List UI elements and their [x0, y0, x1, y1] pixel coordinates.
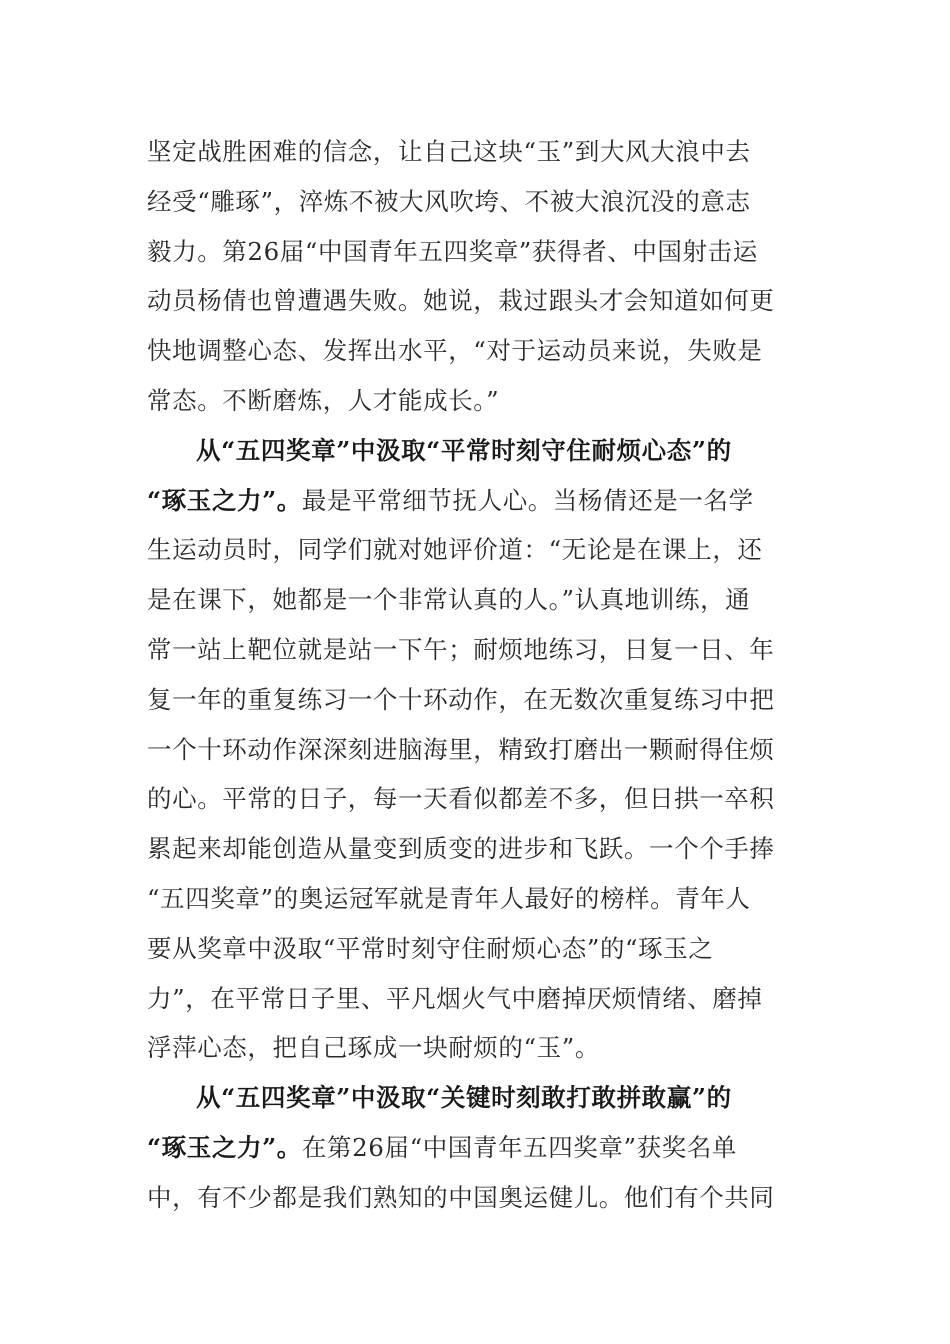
paragraph-3 [147, 1073, 797, 1222]
text-line: 累起来却能创造从量变到质变的进步和飞跃。一个个手捧 [147, 834, 775, 864]
text-line: 常一站上靶位就是站一下午；耐烦地练习，日复一日、年 [147, 634, 775, 664]
document-body [147, 127, 797, 1223]
paragraph-1 [147, 127, 797, 426]
paragraph-2 [147, 426, 797, 1073]
paragraph-heading: 从“五四奖章”中汲取“关键时刻敢打敢拼敢赢”的 [196, 1083, 732, 1113]
text-line: 经受“雕琢”，淬炼不被大风吹垮、不被大浪沉没的意志 [147, 186, 751, 216]
paragraph-heading: 从“五四奖章”中汲取“平常时刻守住耐烦心态”的 [196, 435, 732, 465]
text-line: 是在课下，她都是一个非常认真的人。”认真地训练，通 [147, 585, 751, 615]
text-line [147, 1123, 797, 1173]
text-line: 毅力。第26届“中国青年五四奖章”获得者、中国射击运 [147, 236, 758, 266]
text-line: 生运动员时，同学们就对她评价道：“无论是在课上，还 [147, 535, 763, 565]
text-line: 力”，在平常日子里、平凡烟火气中磨掉厌烦情绪、磨掉 [147, 983, 763, 1013]
text-line: 一个十环动作深深刻进脑海里，精致打磨出一颗耐得住烦 [147, 734, 775, 764]
text-line: 坚定战胜困难的信念，让自己这块“玉”到大风大浪中去 [147, 137, 751, 166]
text-line: 动员杨倩也曾遭遇失败。她说，栽过跟头才会知道如何更 [147, 286, 775, 316]
text-line: 中，有不少都是我们熟知的中国奥运健儿。他们有个共同 [147, 1182, 775, 1212]
paragraph-heading-end: “琢玉之力”。 [147, 485, 302, 515]
text-line: 的心。平常的日子，每一天看似都差不多，但日拱一卒积 [147, 784, 775, 814]
text-line: 浮萍心态，把自己琢成一块耐烦的“玉”。 [147, 1033, 600, 1063]
text-line: 复一年的重复练习一个十环动作，在无数次重复练习中把 [147, 684, 775, 714]
paragraph-heading-end: “琢玉之力”。 [147, 1132, 302, 1162]
text-line: “五四奖章”的奥运冠军就是青年人最好的榜样。青年人 [147, 883, 751, 913]
text-line: 常态。不断磨炼，人才能成长。” [147, 385, 500, 415]
text-line: 要从奖章中汲取“平常时刻守住耐烦心态”的“琢玉之 [147, 933, 714, 963]
text-run: 最是平常细节抚人心。当杨倩还是一名学 [301, 485, 754, 515]
text-run: 在第26届“中国青年五四奖章”获奖名单 [301, 1132, 738, 1162]
text-line [147, 476, 797, 526]
text-line: 快地调整心态、发挥出水平，“对于运动员来说，失败是 [147, 336, 763, 366]
